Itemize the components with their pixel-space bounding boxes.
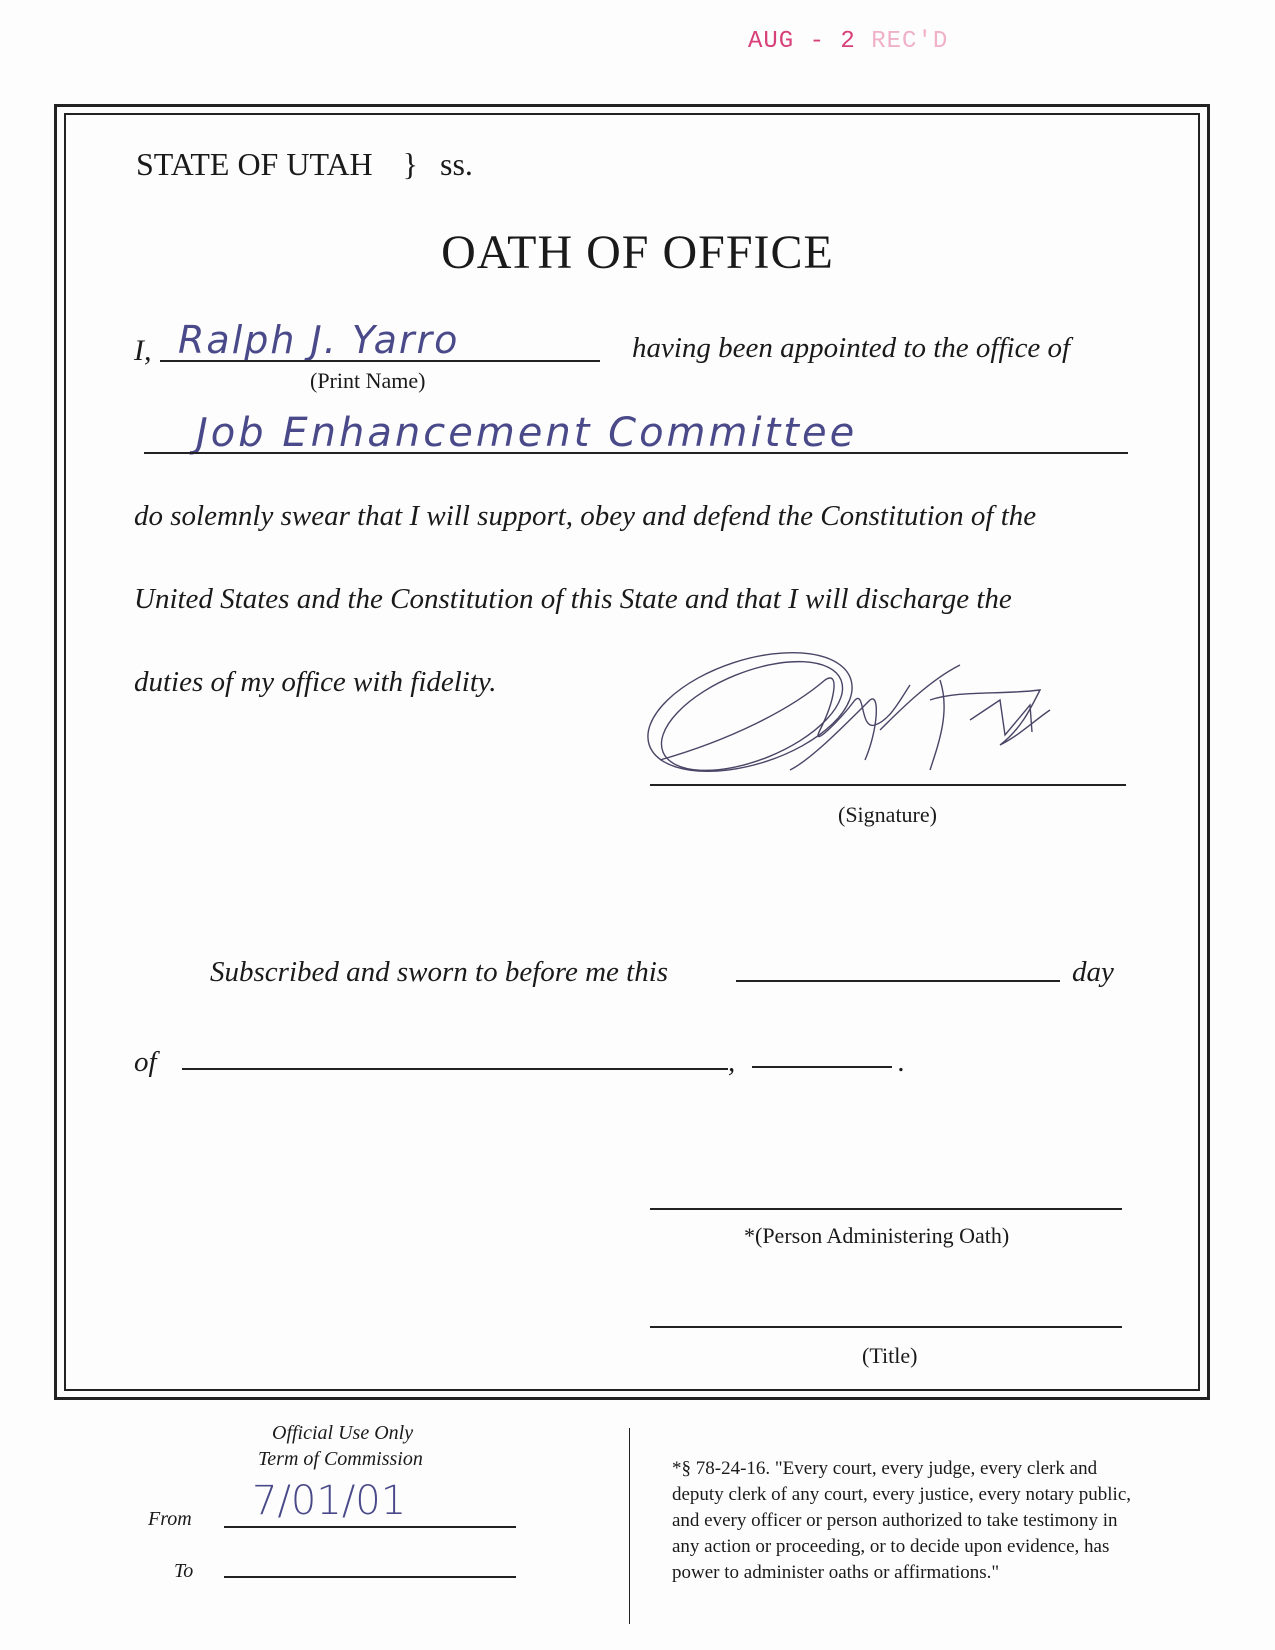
oath-line-1: do solemnly swear that I will support, obey and defend the Constitution of the [134, 500, 1037, 532]
subscribed-text: Subscribed and sworn to before me this [210, 956, 669, 988]
oath-line-3: duties of my office with fidelity. [134, 666, 497, 698]
page-title: OATH OF OFFICE [441, 226, 834, 279]
appointed-text: having been appointed to the office of [632, 332, 1071, 364]
signature-line[interactable] [650, 784, 1126, 786]
received-stamp [748, 28, 948, 55]
name-caption: (Print Name) [310, 368, 426, 393]
oath-prefix: I, [134, 334, 152, 367]
signature-graphic [640, 640, 1200, 820]
title-caption: (Title) [862, 1343, 918, 1368]
from-line[interactable] [224, 1526, 516, 1528]
signature-caption: (Signature) [838, 802, 937, 827]
name-handwritten: Ralph J. Yarro [178, 318, 460, 362]
office-handwritten: Job Enhancement Committee [196, 410, 858, 456]
from-label: From [148, 1508, 192, 1530]
administering-line[interactable] [650, 1208, 1122, 1210]
to-label: To [174, 1560, 194, 1582]
stamp-faint: REC'D [871, 28, 949, 55]
state-name: STATE OF UTAH [136, 146, 373, 182]
stamp-date: AUG - 2 [748, 28, 856, 55]
administering-caption: *(Person Administering Oath) [744, 1223, 1010, 1248]
official-heading: Official Use Only [272, 1422, 414, 1444]
day-label: day [1072, 956, 1114, 988]
vertical-divider [629, 1428, 630, 1624]
footnote-line-4: any action or proceeding, or to decide upon evidence, has [672, 1536, 1110, 1557]
footnote-line-2: deputy clerk of any court, every justice, every notary public, [672, 1484, 1131, 1505]
year-line[interactable] [752, 1066, 892, 1068]
from-value: 7/01/01 [252, 1478, 407, 1524]
name-line[interactable] [160, 360, 600, 362]
title-line[interactable] [650, 1326, 1122, 1328]
footnote-line-3: and every officer or person authorized to take testimony in [672, 1510, 1118, 1531]
footnote [672, 1456, 1131, 1586]
day-line[interactable] [736, 980, 1060, 982]
office-line[interactable] [144, 452, 1128, 454]
state-heading [136, 146, 473, 183]
oath-line-2: United States and the Constitution of this State and that I will discharge the [134, 583, 1012, 615]
of-label: of [134, 1046, 157, 1078]
state-ss: ss. [440, 146, 473, 182]
month-line[interactable] [182, 1068, 728, 1070]
period: . [898, 1046, 906, 1078]
to-line[interactable] [224, 1576, 516, 1578]
footnote-line-5: power to administer oaths or affirmations." [672, 1562, 1000, 1583]
comma: , [728, 1046, 736, 1078]
state-brace: } [402, 146, 419, 182]
footnote-line-1: *§ 78-24-16. "Every court, every judge, every clerk and [672, 1458, 1098, 1479]
term-heading: Term of Commission [258, 1448, 423, 1470]
